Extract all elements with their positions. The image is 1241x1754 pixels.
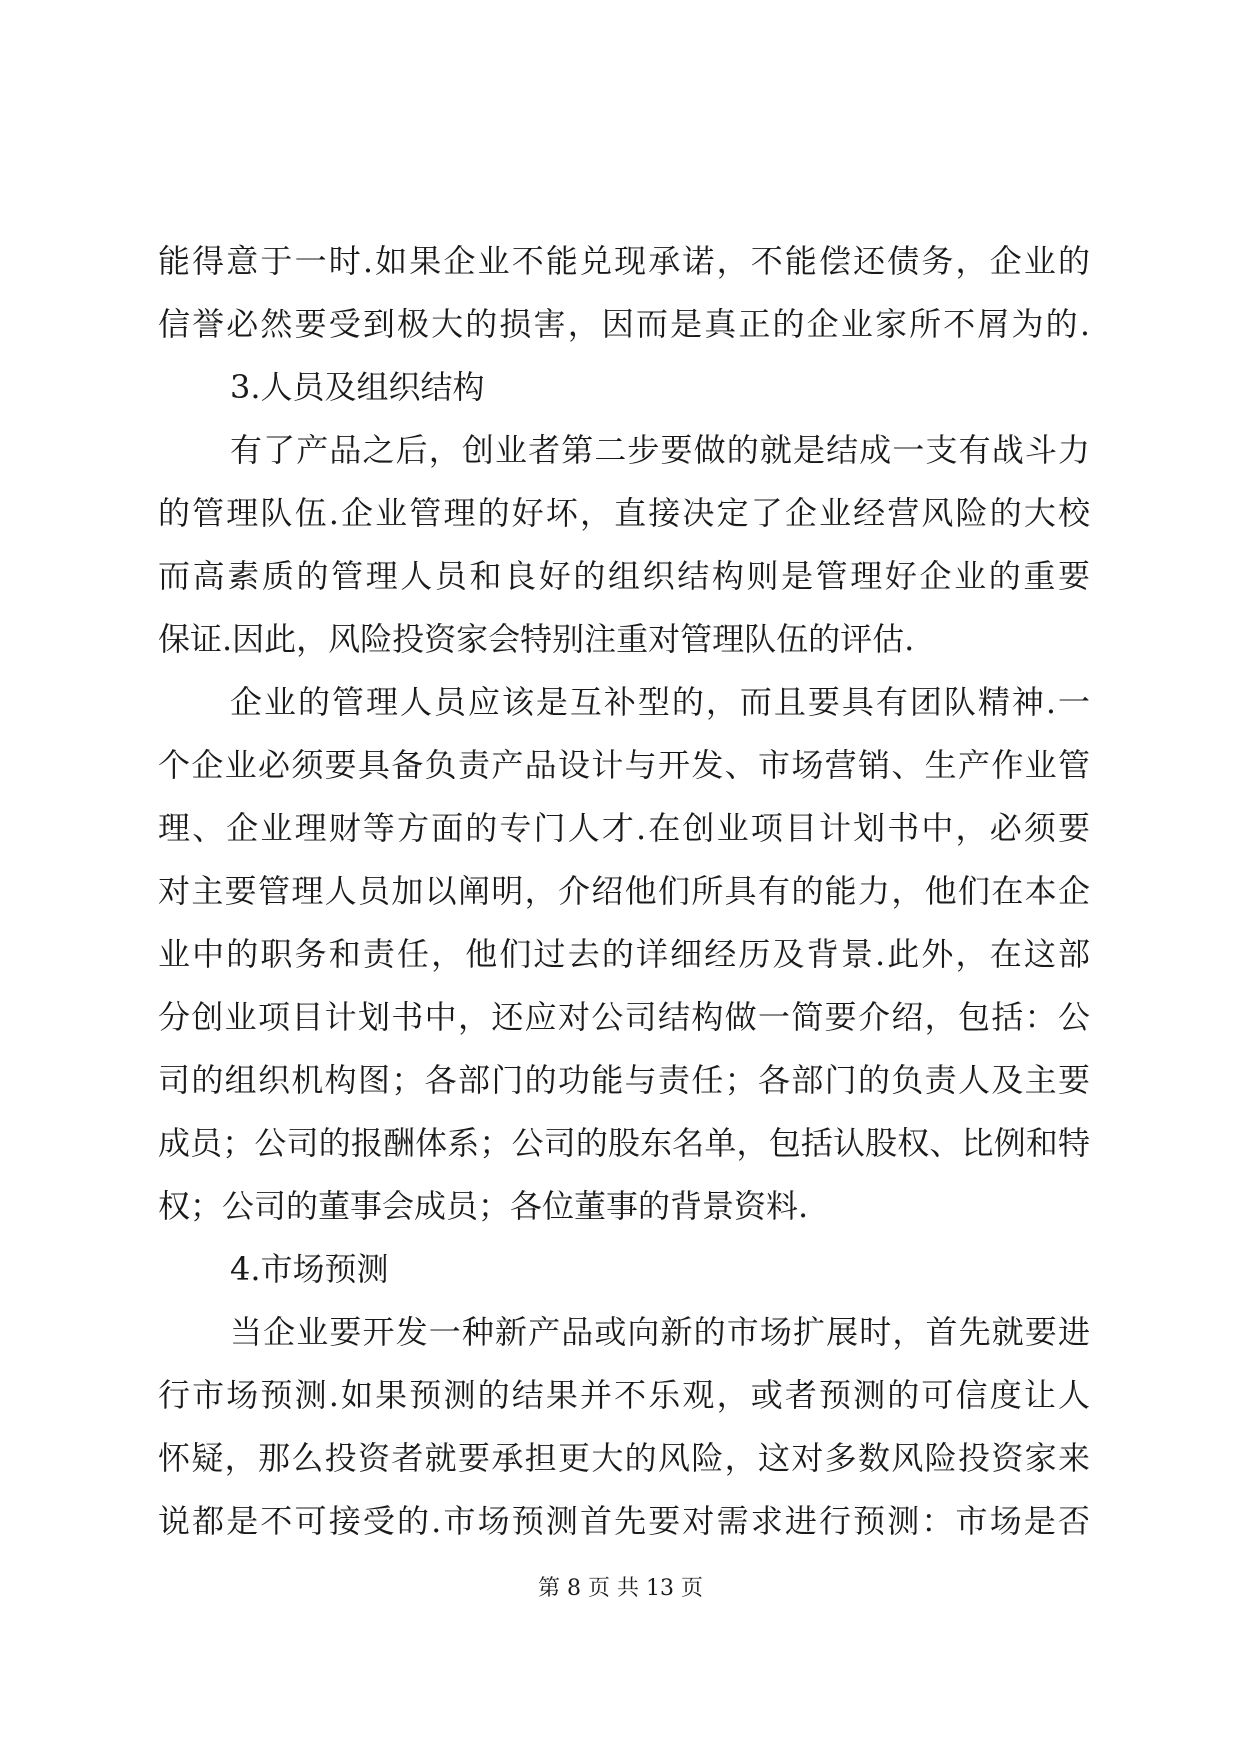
text-line-13: 分创业项目计划书中，还应对公司结构做一简要介绍，包括：公 <box>158 998 1090 1036</box>
text-line-12: 业中的职务和责任，他们过去的详细经历及背景.此外，在这部 <box>158 935 1090 973</box>
section-heading-4: 4.市场预测 <box>230 1250 389 1288</box>
text-line-21: 说都是不可接受的.市场预测首先要对需求进行预测：市场是否 <box>158 1502 1090 1540</box>
text-line-18: 当企业要开发一种新产品或向新的市场扩展时，首先就要进 <box>230 1313 1090 1351</box>
text-line-15: 成员；公司的报酬体系；公司的股东名单，包括认股权、比例和特 <box>158 1124 1090 1162</box>
text-line-19: 行市场预测.如果预测的结果并不乐观，或者预测的可信度让人 <box>158 1376 1090 1414</box>
text-line-10: 理、企业理财等方面的专门人才.在创业项目计划书中，必须要 <box>158 809 1090 847</box>
text-line-7: 保证.因此，风险投资家会特别注重对管理队伍的评估. <box>158 620 915 658</box>
text-line-1: 能得意于一时.如果企业不能兑现承诺，不能偿还债务，企业的 <box>158 242 1090 280</box>
text-line-6: 而高素质的管理人员和良好的组织结构则是管理好企业的重要 <box>158 557 1090 595</box>
text-line-4: 有了产品之后，创业者第二步要做的就是结成一支有战斗力 <box>230 431 1090 469</box>
text-line-11: 对主要管理人员加以阐明，介绍他们所具有的能力，他们在本企 <box>158 872 1090 910</box>
text-line-14: 司的组织机构图；各部门的功能与责任；各部门的负责人及主要 <box>158 1061 1090 1099</box>
text-line-20: 怀疑，那么投资者就要承担更大的风险，这对多数风险投资家来 <box>158 1439 1090 1477</box>
page-number-footer: 第 8 页 共 13 页 <box>538 1576 703 1601</box>
text-line-8: 企业的管理人员应该是互补型的，而且要具有团队精神.一 <box>230 683 1090 721</box>
text-line-16: 权；公司的董事会成员；各位董事的背景资料. <box>158 1187 809 1225</box>
body-text <box>158 230 1090 1553</box>
text-line-2: 信誉必然要受到极大的损害，因而是真正的企业家所不屑为的. <box>158 305 1090 343</box>
text-line-5: 的管理队伍.企业管理的好坏，直接决定了企业经营风险的大校 <box>158 494 1090 532</box>
text-line-9: 个企业必须要具备负责产品设计与开发、市场营销、生产作业管 <box>158 746 1090 784</box>
section-heading-3: 3.人员及组织结构 <box>230 368 485 406</box>
